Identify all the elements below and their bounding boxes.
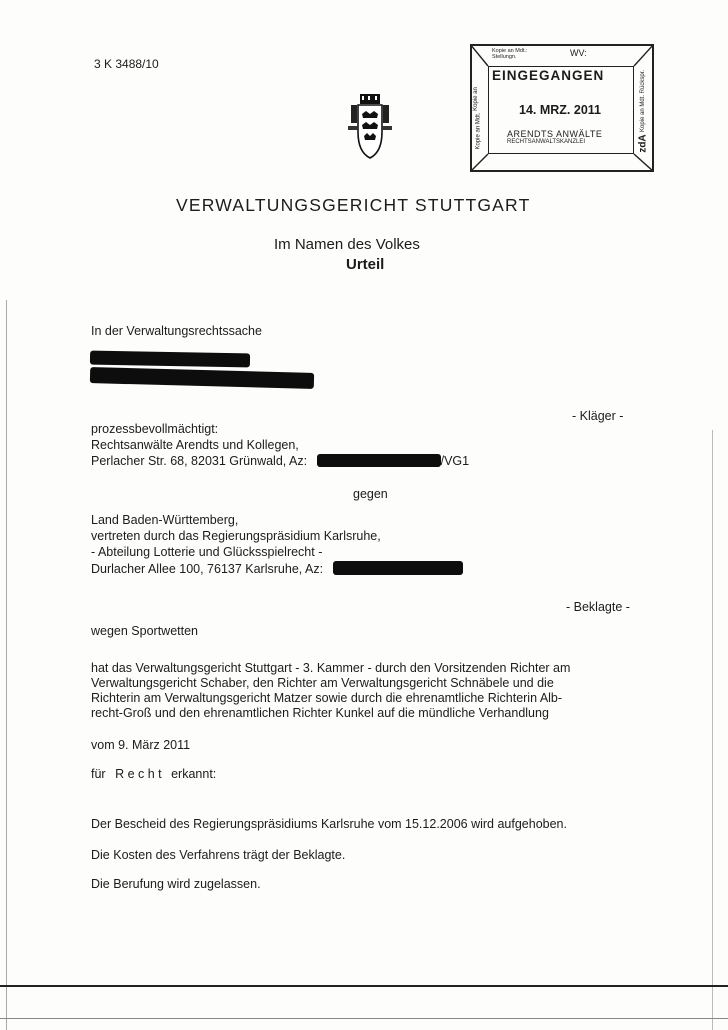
plaintiff-address [91,454,469,468]
verdict-spaced: R e c h t [115,767,162,781]
stamp-inner-box [488,66,634,154]
plaintiff-name-redaction [90,351,250,368]
defendant-role: - Beklagte - [566,600,630,614]
stamp-right-vertical-1: Kopie an Mdt. Rückspr. [640,69,647,133]
body-line-1: hat das Verwaltungsgericht Stuttgart - 3. Kammer - durch den Vorsitzenden Richter am [91,661,571,675]
file-number: 3 K 3488/10 [94,57,159,71]
heading-judgment: Urteil [346,256,385,273]
plaintiff-representation-label: prozessbevollmächtigt: [91,422,219,436]
plaintiff-az-suffix: /VG1 [440,454,470,468]
plaintiff-role: - Kläger - [572,409,624,423]
stamp-date: 14. MRZ. 2011 [519,103,601,117]
verdict-prefix: für [91,767,106,781]
ruling-2: Die Kosten des Verfahrens trägt der Beklagte. [91,848,346,862]
case-subject: wegen Sportwetten [91,624,199,638]
bottom-rule [0,985,728,987]
plaintiff-address-redaction [90,367,314,389]
ruling-3: Die Berufung wird zugelassen. [91,877,261,891]
body-line-4: recht-Groß und den ehrenamtlichen Richter Kunkel auf die mündliche Verhandlung [91,706,549,720]
ruling-1: Der Bescheid des Regierungspräsidiums Karlsruhe vom 15.12.2006 wird aufgehoben. [91,817,567,831]
page-edge-right [712,430,713,1030]
stamp-firm: ARENDTS ANWÄLTE [507,129,603,139]
body-line-2: Verwaltungsgericht Schaber, den Richter am Verwaltungsgericht Schnäbele und die [91,676,554,690]
stamp-firm-sub: RECHTSANWALTSKANZLEI [507,139,586,145]
defendant-name: Land Baden-Württemberg, [91,513,239,527]
body-line-3: Richterin am Verwaltungsgericht Matzer sowie durch die ehrenamtliche Richterin Alb- [91,691,563,705]
court-name: VERWALTUNGSGERICHT STUTTGART [176,195,531,215]
received-stamp [470,44,654,172]
heading-in-the-name: Im Namen des Volkes [274,236,420,253]
stamp-received: EINGEGANGEN [492,68,605,83]
defendant-represented: vertreten durch das Regierungspräsidium Karlsruhe, [91,529,381,543]
bottom-rule-thin [0,1018,728,1019]
hearing-date: vom 9. März 2011 [91,738,191,752]
stamp-left-vertical-1: Kopie an [472,87,479,111]
defendant-department: - Abteilung Lotterie und Glücksspielrecht - [91,545,323,559]
verdict-line [91,767,216,781]
plaintiff-lawyers: Rechtsanwälte Arendts und Kollegen, [91,438,299,452]
defendant-address [91,561,463,576]
stamp-zda: zdA [637,134,649,153]
plaintiff-address-text: Perlacher Str. 68, 82031 Grünwald, Az: [91,454,308,468]
plaintiff-az-redaction [317,454,441,467]
stamp-wv-label: WV: [570,48,587,58]
page-edge-left [6,300,7,1030]
case-intro: In der Verwaltungsrechtssache [91,324,262,338]
versus: gegen [353,487,388,501]
coat-of-arms-icon [346,92,394,165]
defendant-az-redaction [333,561,463,575]
verdict-suffix: erkannt: [171,767,217,781]
defendant-address-text: Durlacher Allee 100, 76137 Karlsruhe, Az: [91,562,324,576]
stamp-copy-label: Kopie an Mdt.: Stellungn. [492,48,528,60]
stamp-left-vertical-2: Kopie an Mdt. [475,112,482,150]
